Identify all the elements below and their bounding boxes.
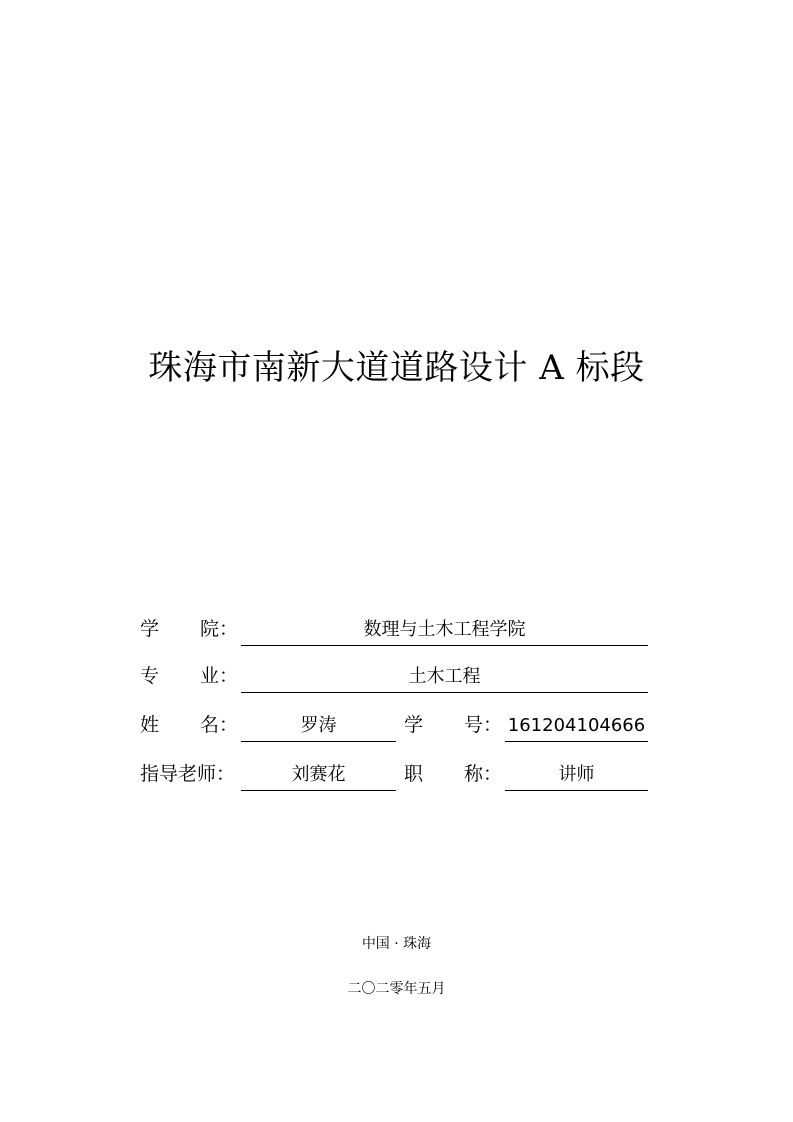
footer-place: 中国 · 珠海 <box>361 936 432 952</box>
name-label-b: 名： <box>200 714 239 736</box>
major-label-b: 业： <box>200 665 239 687</box>
college-value: 数理与土木工程学院 <box>241 615 648 646</box>
college-label-b: 院： <box>200 618 239 640</box>
major-row <box>140 659 650 693</box>
thesis-title: 珠海市南新大道道路设计 A 标段 <box>148 348 645 388</box>
student-id-value: 161204104666 <box>505 711 648 742</box>
position-label-b: 称： <box>464 763 503 785</box>
footer-date: 二〇二零年五月 <box>347 981 446 997</box>
position-value: 讲师 <box>505 760 648 791</box>
name-label-a: 姓 <box>140 714 160 736</box>
advisor-label: 指导老师： <box>140 763 236 785</box>
student-id-label-a: 学 <box>404 714 424 736</box>
college-label-a: 学 <box>140 618 160 640</box>
position-label-a: 职 <box>404 763 424 785</box>
name-value: 罗涛 <box>241 711 396 742</box>
student-id-label-b: 号： <box>464 714 503 736</box>
major-label-a: 专 <box>140 665 160 687</box>
major-value: 土木工程 <box>241 662 648 693</box>
advisor-position-row <box>140 757 650 791</box>
advisor-value: 刘赛花 <box>241 760 396 791</box>
college-row <box>140 612 650 646</box>
name-id-row <box>140 708 650 742</box>
